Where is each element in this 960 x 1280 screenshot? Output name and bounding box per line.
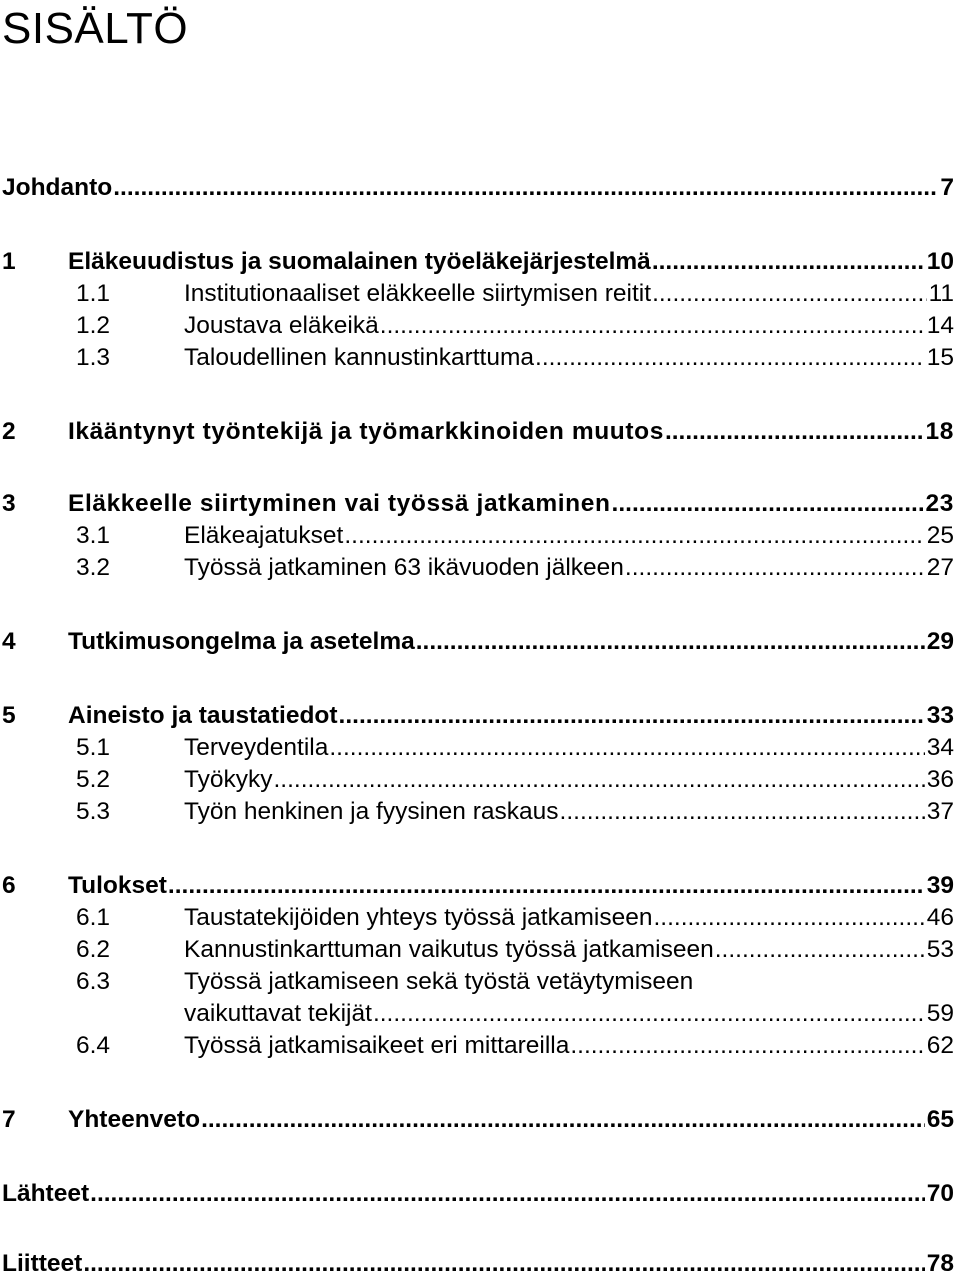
toc-page-number: 23 xyxy=(925,490,954,517)
toc-leader xyxy=(625,552,925,584)
toc-page-number: 7 xyxy=(940,174,954,201)
toc-entry-4[interactable] xyxy=(2,626,954,658)
toc-page-number: 78 xyxy=(926,1250,954,1277)
toc-leader xyxy=(344,520,924,552)
toc-entry-6[interactable] xyxy=(2,870,954,902)
toc-page-number: 18 xyxy=(925,418,954,445)
toc-page-number: 29 xyxy=(926,628,954,655)
toc-leader xyxy=(652,246,925,278)
toc-section-number: 3.2 xyxy=(76,554,111,581)
toc-leader xyxy=(715,934,925,966)
toc-page-number: 15 xyxy=(926,344,954,371)
toc-entry-text: Aineisto ja taustatiedot xyxy=(68,702,338,729)
toc-section-number: 6.1 xyxy=(76,904,111,931)
toc-entry-text: Työssä jatkamiseen sekä työstä vetäytymiseen xyxy=(184,968,694,995)
toc-page-number: 46 xyxy=(926,904,954,931)
toc-entry-5-2[interactable] xyxy=(76,764,954,796)
toc-section-number: 3.1 xyxy=(76,522,111,549)
toc-leader xyxy=(612,488,924,520)
toc-page-number: 25 xyxy=(926,522,954,549)
toc-entry-text: Eläkeajatukset xyxy=(184,522,344,549)
toc-leader xyxy=(570,1030,924,1062)
toc-section-number: 4 xyxy=(2,628,16,655)
toc-entry-text: Työssä jatkamisaikeet eri mittareilla xyxy=(184,1032,570,1059)
toc-entry-6-1[interactable] xyxy=(76,902,954,934)
toc-entry-text: Eläkeuudistus ja suomalainen työeläkejärjestelmä xyxy=(68,248,651,275)
toc-section-number: 1.2 xyxy=(76,312,111,339)
toc-leader xyxy=(201,1104,925,1136)
toc-page-number: 11 xyxy=(928,280,954,307)
toc-entry-text: Eläkkeelle siirtyminen vai työssä jatkaminen xyxy=(68,490,611,517)
toc-leader xyxy=(168,870,925,902)
toc-entry-1-2[interactable] xyxy=(76,310,954,342)
toc-entry-3-2[interactable] xyxy=(76,552,954,584)
toc-section-number: 6.2 xyxy=(76,936,111,963)
toc-entry-lahteet[interactable] xyxy=(2,1178,954,1210)
toc-page-number: 59 xyxy=(926,1000,954,1027)
toc-entry-text: Joustava eläkeikä xyxy=(184,312,379,339)
toc-entry-6-3-first-line[interactable] xyxy=(76,966,693,998)
toc-entry-3[interactable] xyxy=(2,488,954,520)
toc-entry-text: Institutionaaliset eläkkeelle siirtymisen reitit xyxy=(184,280,652,307)
toc-leader xyxy=(380,310,925,342)
toc-section-number: 1 xyxy=(2,248,16,275)
toc-page-number: 37 xyxy=(926,798,954,825)
page-title: SISÄLTÖ xyxy=(2,4,189,53)
toc-page-number: 27 xyxy=(926,554,954,581)
toc-leader xyxy=(535,342,925,374)
toc-leader xyxy=(416,626,925,658)
toc-entry-text: Työkyky xyxy=(184,766,273,793)
toc-entry-text: Työn henkinen ja fyysinen raskaus xyxy=(184,798,559,825)
toc-entry-johdanto[interactable] xyxy=(2,172,954,204)
toc-entry-text: Kannustinkarttuman vaikutus työssä jatkamiseen xyxy=(184,936,714,963)
toc-entry-6-2[interactable] xyxy=(76,934,954,966)
toc-section-number: 3 xyxy=(2,490,17,517)
toc-section-number: 6 xyxy=(2,872,16,899)
toc-entry-1[interactable] xyxy=(2,246,954,278)
toc-section-number: 2 xyxy=(2,418,17,445)
toc-entry-text: Taustatekijöiden yhteys työssä jatkamiseen xyxy=(184,904,653,931)
toc-leader xyxy=(113,172,938,204)
toc-entry-7[interactable] xyxy=(2,1104,954,1136)
toc-entry-text: Taloudellinen kannustinkarttuma xyxy=(184,344,535,371)
toc-section-number: 7 xyxy=(2,1106,16,1133)
toc-leader xyxy=(653,902,924,934)
toc-entry-text: Lähteet xyxy=(2,1180,90,1207)
toc-entry-text-continued: vaikuttavat tekijät xyxy=(184,1000,372,1027)
toc-page-number: 10 xyxy=(926,248,954,275)
toc-section-number: 5.2 xyxy=(76,766,111,793)
toc-entry-6-3[interactable] xyxy=(184,998,954,1030)
toc-leader xyxy=(373,998,925,1030)
toc-page-number: 39 xyxy=(926,872,954,899)
toc-entry-2[interactable] xyxy=(2,416,954,448)
toc-section-number: 6.3 xyxy=(76,968,111,995)
toc-entry-text: Työssä jatkaminen 63 ikävuoden jälkeen xyxy=(184,554,624,581)
toc-page-number: 70 xyxy=(926,1180,954,1207)
toc-section-number: 5 xyxy=(2,702,16,729)
toc-section-number: 5.3 xyxy=(76,798,111,825)
toc-section-number: 1.3 xyxy=(76,344,111,371)
toc-leader xyxy=(652,278,927,310)
toc-page-number: 14 xyxy=(926,312,954,339)
toc-entry-3-1[interactable] xyxy=(76,520,954,552)
toc-page-number: 36 xyxy=(926,766,954,793)
toc-entry-text: Liitteet xyxy=(2,1250,83,1277)
toc-entry-text: Tulokset xyxy=(68,872,167,899)
toc-section-number: 1.1 xyxy=(76,280,111,307)
toc-leader xyxy=(274,764,925,796)
toc-entry-5[interactable] xyxy=(2,700,954,732)
toc-page-number: 33 xyxy=(926,702,954,729)
toc-entry-6-4[interactable] xyxy=(76,1030,954,1062)
toc-leader xyxy=(665,416,924,448)
toc-entry-text: Tutkimusongelma ja asetelma xyxy=(68,628,415,655)
toc-leader xyxy=(339,700,925,732)
toc-page-number: 62 xyxy=(926,1032,954,1059)
toc-page-number: 53 xyxy=(926,936,954,963)
toc-entry-1-1[interactable] xyxy=(76,278,954,310)
toc-entry-text: Terveydentila xyxy=(184,734,329,761)
toc-entry-text: Johdanto xyxy=(2,174,113,201)
toc-entry-text: Ikääntynyt työntekijä ja työmarkkinoiden muutos xyxy=(68,418,664,445)
toc-leader xyxy=(83,1248,924,1280)
toc-entry-5-3[interactable] xyxy=(76,796,954,828)
toc-leader xyxy=(90,1178,925,1210)
toc-page-number: 34 xyxy=(926,734,954,761)
toc-page-number: 65 xyxy=(926,1106,954,1133)
toc-entry-text: Yhteenveto xyxy=(68,1106,201,1133)
toc-leader xyxy=(329,732,924,764)
toc-entry-liitteet[interactable] xyxy=(2,1248,954,1280)
toc-leader xyxy=(560,796,925,828)
toc-entry-1-3[interactable] xyxy=(76,342,954,374)
toc-section-number: 5.1 xyxy=(76,734,111,761)
toc-section-number: 6.4 xyxy=(76,1032,111,1059)
toc-entry-5-1[interactable] xyxy=(76,732,954,764)
